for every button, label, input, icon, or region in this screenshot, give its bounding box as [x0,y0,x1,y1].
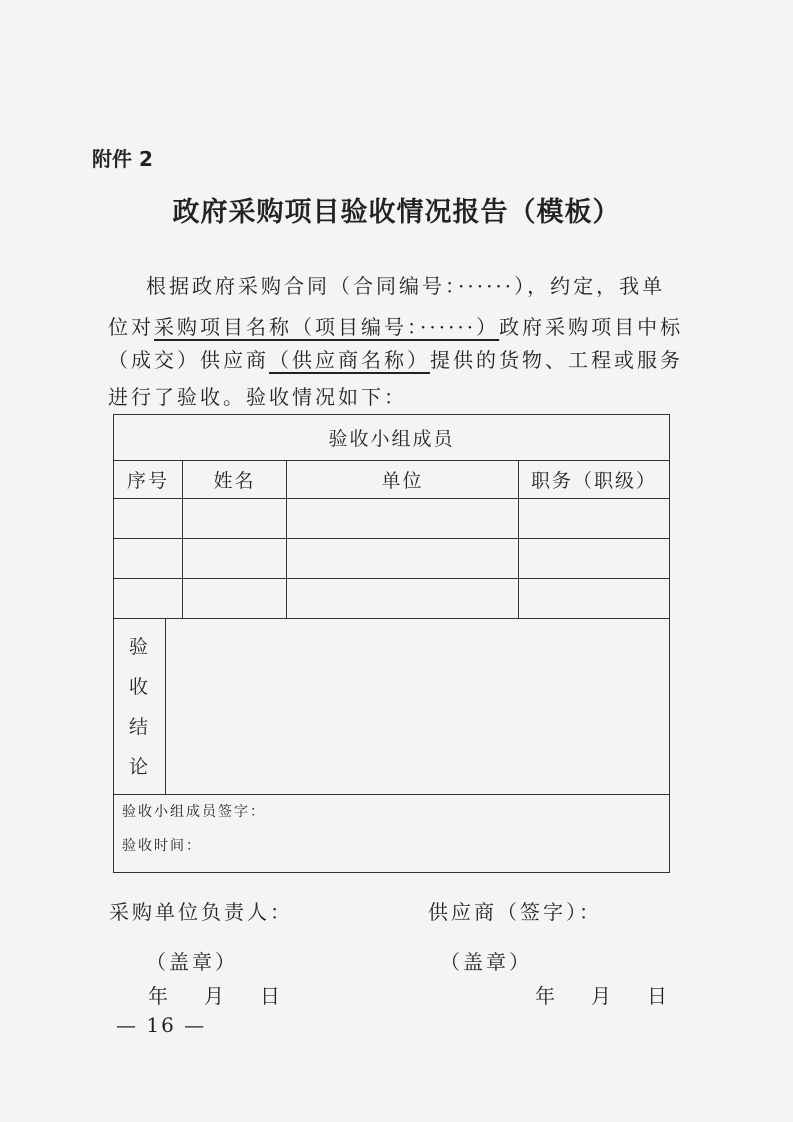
signature-label: 验收小组成员签字： [122,804,266,820]
paragraph-text: （成交）供应商 [108,348,269,372]
conclusion-label [114,619,166,795]
table-cell[interactable] [114,499,183,539]
date-left: 年 月 日 [148,984,288,1008]
table-row [114,499,670,539]
paragraph-line-3 [108,344,683,373]
paragraph-text: 位对 [108,315,154,339]
table-cell[interactable] [183,499,287,539]
table-cell[interactable] [114,579,183,619]
table-row [114,539,670,579]
group-header: 验收小组成员 [114,415,670,461]
seal-right: （盖章） [440,950,532,974]
paragraph-line-1: 根据政府采购合同（合同编号：······），约定，我单 [146,274,666,298]
column-header-position: 职务（职级） [519,461,670,499]
buyer-label: 采购单位负责人： [109,900,293,924]
column-header-unit: 单位 [287,461,519,499]
table-cell[interactable] [287,579,519,619]
supplier-label: 供应商（签字）： [428,900,602,924]
table-cell[interactable] [519,499,670,539]
table-cell[interactable] [519,579,670,619]
paragraph-line-4: 进行了验收。验收情况如下： [108,385,407,409]
page-number: — 16 — [116,1013,207,1037]
acceptance-table [113,414,670,873]
paragraph-text: 提供的货物、工程或服务 [430,348,683,372]
table-row [114,579,670,619]
conclusion-field[interactable] [166,619,670,795]
table-cell[interactable] [114,539,183,579]
conclusion-char: 结 [128,715,150,738]
table-cell[interactable] [287,539,519,579]
signature-cell [114,795,670,873]
paragraph-line-2 [108,311,683,340]
conclusion-char: 收 [128,675,150,698]
table-cell[interactable] [183,539,287,579]
attachment-label: 附件 2 [92,147,153,171]
seal-left: （盖章） [146,950,238,974]
page-title: 政府采购项目验收情况报告（模板） [172,197,621,228]
conclusion-char: 论 [128,755,150,778]
acceptance-time-label: 验收时间： [122,838,202,854]
date-right: 年 月 日 [535,984,675,1008]
project-name-underlined: 采购项目名称（项目编号：······） [154,315,500,339]
column-header-index: 序号 [114,461,183,499]
conclusion-char: 验 [128,635,150,658]
table-cell[interactable] [287,499,519,539]
column-header-name: 姓名 [183,461,287,499]
supplier-name-underlined: （供应商名称） [269,348,430,372]
table-cell[interactable] [183,579,287,619]
paragraph-text: 政府采购项目中标 [499,315,684,339]
table-cell[interactable] [519,539,670,579]
